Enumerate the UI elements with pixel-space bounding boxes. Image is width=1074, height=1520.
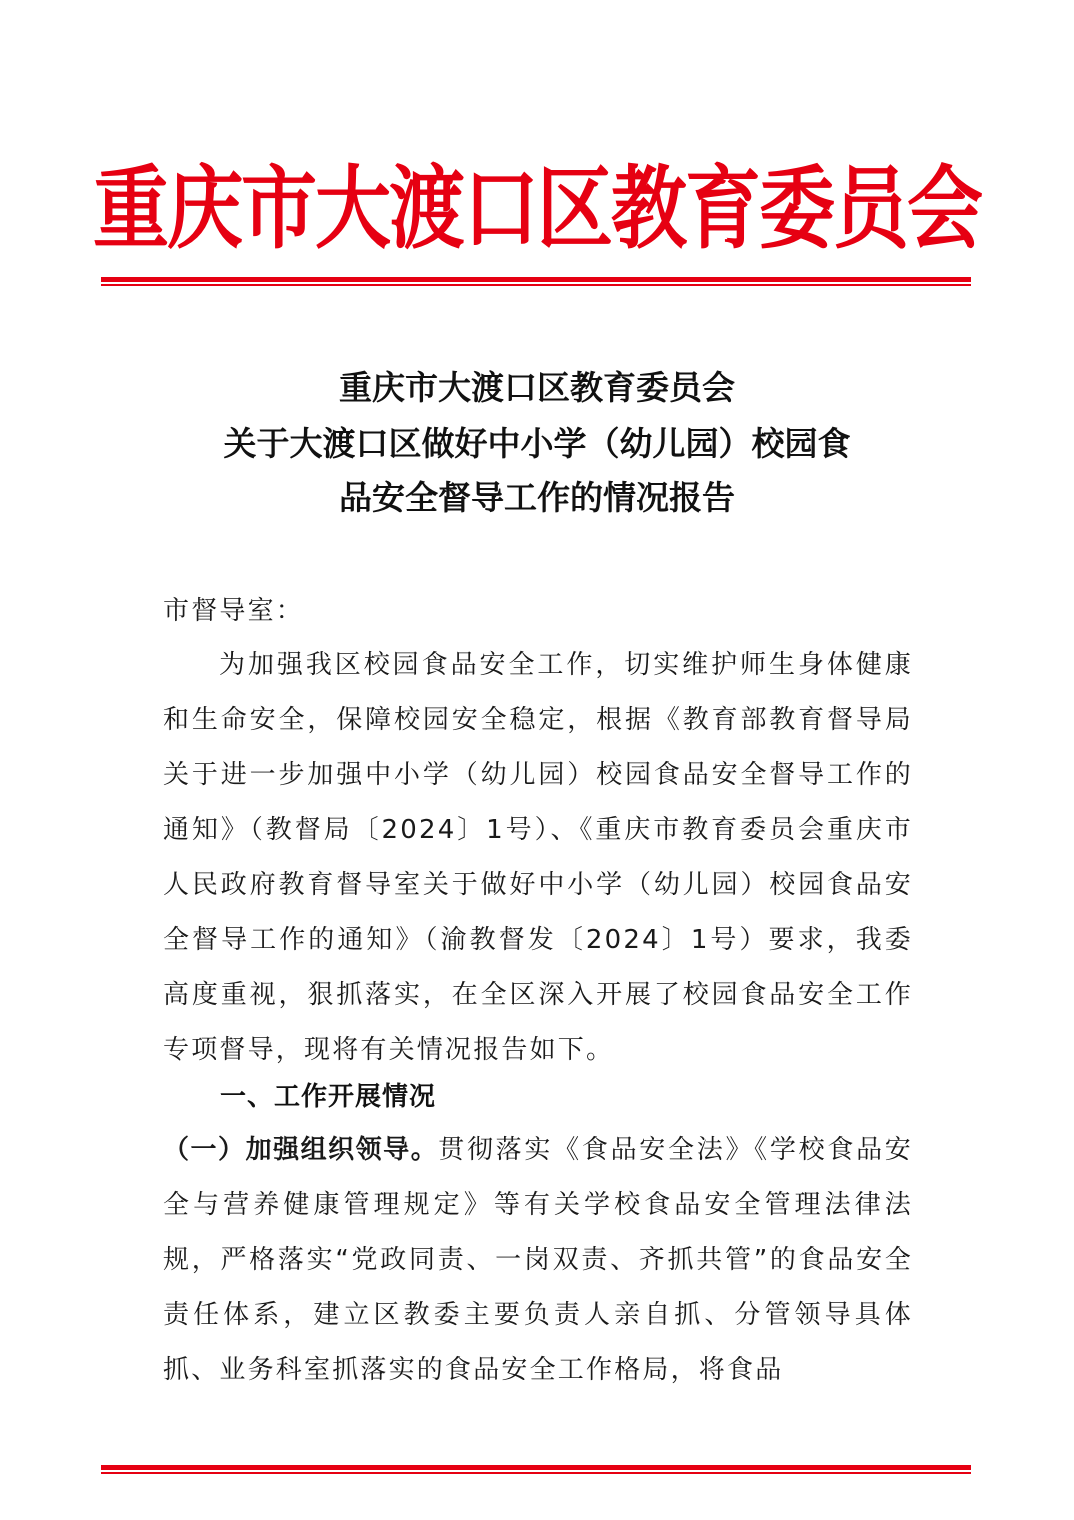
subsection-1-text: 贯彻落实《食品安全法》《学校食品安全与营养健康管理规定》等有关学校食品安全管理法律法规，严格落实“党政同责、一岗双责、齐抓共管”的食品安全责任体系，建立区教委主要负责人亲自抓、分管领导具体抓、业务科室抓落实的食品安全工作格局，将食品 [163,1135,913,1385]
document-title-line-1: 重庆市大渡口区教育委员会 [339,368,735,407]
letterhead-org-name: 重庆市大渡口区教育委员会 [93,155,981,261]
salutation: 市督导室： [163,596,305,626]
section-heading-1: 一、工作开展情况 [220,1082,437,1112]
intro-paragraph: 为加强我区校园食品安全工作，切实维护师生身体健康和生命安全，保障校园安全稳定，根据《教育部教育督导局关于进一步加强中小学（幼儿园）校园食品安全督导工作的通知》（教督局〔2024〕1号）、《重庆市教育委员会重庆市人民政府教育督导室关于做好中小学（幼儿园）校园食品安全督导工作的通知》（渝教督发〔2024〕1号）要求，我委高度重视，狠抓落实，在全区深入开展了校园食品安全工作专项督导，现将有关情况报告如下。 [163,650,913,1065]
subsection-1-paragraph [163,1123,913,1398]
document-title-line-3: 品安全督导工作的情况报告 [339,478,735,517]
footer-red-rule [101,1465,971,1474]
document-title-line-2: 关于大渡口区做好中小学（幼儿园）校园食 [223,424,851,463]
subsection-1-lead: （一）加强组织领导。 [163,1135,439,1165]
letterhead-red-rule [101,277,971,286]
